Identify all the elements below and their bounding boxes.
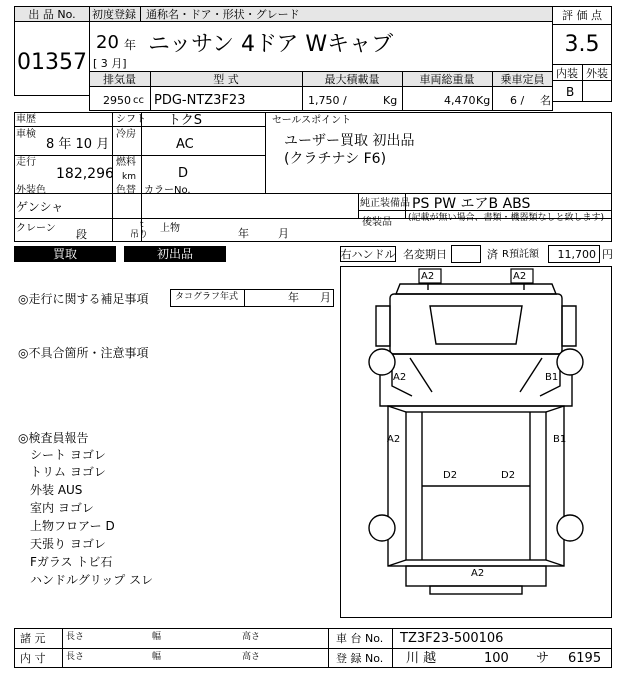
crane-label: クレーン (16, 223, 56, 234)
shift-value: トクS (168, 113, 202, 128)
ext-color-label: 外装色 (16, 185, 46, 196)
len-label: 長さ (66, 632, 85, 642)
bed-label: 上物 (160, 223, 180, 234)
plate-number: 6195 (568, 651, 602, 666)
damage-mark: D2 (501, 470, 516, 481)
plate-region: 川 越 (406, 651, 437, 666)
supplement-title: ◎走行に関する補足事項 (18, 292, 149, 306)
plate-label: 登 録 No. (336, 652, 384, 665)
crane-ton: t (140, 220, 144, 230)
displacement-unit: cc (133, 95, 144, 106)
recycle-label: R預託額 (502, 249, 539, 260)
max-load-label: 最大積載量 (324, 73, 380, 86)
truck-outline (340, 266, 612, 618)
buyout-badge: 買取 (14, 246, 116, 262)
inspection-value: 8 年 10 月 (46, 137, 110, 152)
interior-label: 内装 (556, 67, 578, 80)
capacity: 6 / (510, 94, 525, 107)
damage-mark: A2 (393, 372, 407, 383)
aircon-label: 冷房 (116, 129, 136, 140)
damage-mark: A2 (421, 271, 435, 282)
chassis-number: TZ3F23-500106 (400, 631, 504, 646)
spec-row-label: 諸 元 (20, 632, 46, 645)
equipment-value: PS PW エアB ABS (412, 196, 531, 212)
damage-mark: A2 (471, 568, 485, 579)
reg-year: 20 (96, 32, 119, 53)
gross-weight: 4,470 (444, 94, 476, 107)
color-no-label: カラーNo. (144, 185, 191, 196)
len-label: 長さ (66, 652, 85, 662)
lot-number: 01357 (17, 50, 87, 75)
history-label: 車歴 (16, 114, 36, 125)
inspection-label: 車検 (16, 129, 36, 140)
chassis-label: 車 台 No. (336, 632, 384, 645)
vehicle-name: ニッサン 4ドア Wキャブ (148, 32, 394, 57)
mileage-label: 走行 (16, 157, 36, 168)
reg-label: 初度登録 (92, 8, 136, 21)
tacho-year: 年 (288, 291, 299, 304)
damage-mark: B1 (545, 372, 559, 383)
shift-label: シフト (116, 114, 146, 125)
max-load-unit: Kg (383, 94, 398, 107)
lot-number-label: 出 品 No. (28, 8, 76, 21)
aftermarket-label: 後装品 (362, 217, 392, 228)
defects-title: ◎不具合箇所・注意事項 (18, 346, 149, 360)
damage-mark: A2 (513, 271, 527, 282)
width-label: 幅 (152, 652, 162, 662)
equipment-label: 純正装備品 (360, 198, 410, 209)
sales-point-1: ユーザー買取 初出品 (284, 133, 415, 149)
displacement: 2950 (103, 94, 131, 107)
damage-mark: D2 (443, 470, 458, 481)
color-change-label: 色替 (116, 185, 136, 196)
inspector-item: Fガラス トビ石 (30, 555, 113, 569)
model: PDG-NTZ3F23 (154, 93, 246, 108)
inspector-item: ハンドルグリップ スレ (30, 573, 154, 587)
first-listing-badge: 初出品 (124, 246, 226, 262)
mileage-value: 182,296 (56, 166, 114, 182)
max-load: 1,750 / (308, 94, 347, 107)
inspector-item: 室内 ヨゴレ (30, 501, 94, 515)
bed-month: 月 (278, 227, 289, 240)
recycle-amount: 11,700 (557, 248, 596, 261)
inspector-item: 天張り ヨゴレ (30, 537, 106, 551)
capacity-unit: 名 (540, 94, 551, 107)
sales-point-label: セールスポイント (272, 115, 352, 126)
name-label: 通称名・ドア・形状・グレード (146, 8, 300, 21)
height-label: 高さ (242, 632, 261, 642)
exterior-label: 外装 (586, 67, 608, 80)
tacho-month: 月 (320, 291, 331, 304)
recycle-unit: 円 (602, 248, 613, 261)
displacement-label: 排気量 (103, 73, 136, 86)
mileage-unit: km (122, 172, 136, 182)
steering-value: 右ハンドル (340, 248, 396, 261)
gross-weight-unit: Kg (476, 94, 491, 107)
capacity-label: 乗車定員 (500, 73, 545, 86)
plate-kana: サ (536, 651, 550, 666)
interior-grade: B (566, 85, 575, 99)
crane-step: 段 (76, 228, 87, 241)
width-label: 幅 (152, 632, 162, 642)
damage-mark: A2 (387, 434, 401, 445)
inspector-item: 上物フロアー D (30, 519, 115, 533)
height-label: 高さ (242, 652, 261, 662)
recycle-mark: 済 (487, 248, 498, 261)
inspector-item: シート ヨゴレ (30, 448, 106, 462)
fuel-label: 燃料 (116, 157, 136, 168)
bed-year: 年 (238, 227, 249, 240)
score-value: 3.5 (564, 32, 600, 57)
gross-weight-label: 車両総重量 (419, 73, 475, 86)
tacho-label: タコグラフ年式 (175, 292, 239, 302)
score-label: 評 価 点 (562, 9, 602, 22)
sales-point-2: (クラチナシ F6) (284, 151, 387, 167)
inner-row-label: 内 寸 (20, 652, 46, 665)
aircon-value: AC (176, 137, 194, 152)
ext-color-value: ゲンシャ (16, 200, 64, 214)
inspector-title: ◎検査員報告 (18, 431, 89, 445)
fuel-value: D (178, 166, 189, 181)
vehicle-diagram (340, 266, 612, 618)
crane-lift: 吊り (130, 230, 149, 240)
name-change-label: 名変期日 (403, 248, 447, 261)
inspector-item: トリム ヨゴレ (30, 465, 106, 479)
damage-mark: B1 (553, 434, 567, 445)
reg-month: [ 3 月] (93, 57, 127, 70)
inspector-item: 外装 AUS (30, 483, 83, 497)
reg-year-unit: 年 (124, 38, 137, 52)
name-change-box (451, 245, 481, 263)
model-label: 型 式 (213, 73, 239, 86)
plate-class: 100 (484, 651, 509, 666)
aftermarket-note: (記載が無い場合、書類・機器類なしと致します) (408, 213, 605, 223)
